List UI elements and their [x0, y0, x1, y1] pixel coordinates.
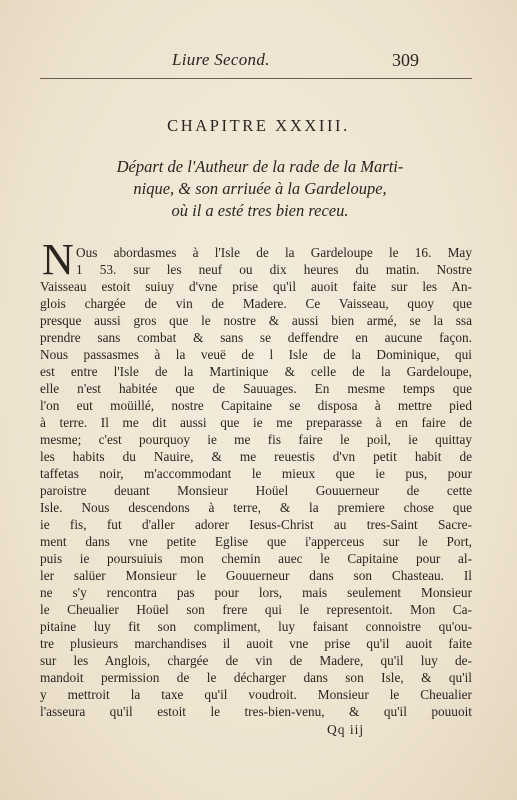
text-line: Nous passasmes à la veuë de l Isle de la Dominique, qui: [40, 347, 472, 362]
text-line: ment dans vne petite Eglise que i'apperceus sur le Port,: [40, 534, 472, 549]
text-line: prendre sans combat & sans se deffendre en aucune façon.: [40, 330, 472, 345]
text-line: mesme; c'est pourquoy ie me fis faire le poil, ie quittay: [40, 432, 472, 447]
text-line: y mettroit la taxe qu'il voudroit. Monsieur le Cheualier: [40, 687, 472, 702]
text-line: ie fis, fut d'aller adorer Iesus-Christ au tres-Saint Sacre-: [40, 517, 472, 532]
text-line: l'asseura qu'il estoit le tres-bien-venu, & qu'il pouuoit: [40, 704, 472, 719]
text-line: l'on eut moüillé, nostre Capitaine se disposa à mettre pied: [40, 398, 472, 413]
text-line: Vaisseau estoit suiuy d'vne prise qu'il auoit faite sur les An-: [40, 279, 472, 294]
text-line: 1 53. sur les neuf ou dix heures du matin. Nostre: [76, 262, 472, 277]
text-line: tre plusieurs marchandises il auoit vne prise qu'il auoit faite: [40, 636, 472, 651]
text-line: Ous abordasmes à l'Isle de la Gardeloupe le 16. May: [76, 245, 472, 260]
page-number: 309: [392, 50, 419, 70]
header-rule: [40, 78, 472, 79]
text-line: sur les Anglois, chargée de vin de Madere, qu'il luy de-: [40, 653, 472, 668]
subtitle-line: Départ de l'Autheur de la rade de la Marti-: [116, 157, 404, 176]
chapter-heading: CHAPITRE XXXIII.: [167, 116, 350, 135]
text-line: Isle. Nous descendons à terre, & la premiere chose que: [40, 500, 472, 515]
text-line: à terre. Il me dit aussi que ie me preparasse à en faire de: [40, 415, 472, 430]
text-line: les habits du Nauire, & me reuestis d'vn petit habit de: [40, 449, 472, 464]
subtitle-line: où il a esté tres bien receu.: [171, 201, 349, 220]
text-line: ler salüer Monsieur le Gouuerneur dans son Chasteau. Il: [40, 568, 472, 583]
text-line: taffetas noir, m'accommodant le mieux que ie pus, pour: [40, 466, 472, 481]
text-line: est entre l'Isle de la Martinique & celle de la Gardeloupe,: [40, 364, 472, 379]
text-line: presque aussi gros que le nostre & aussi bien armé, se la ssa: [40, 313, 472, 328]
text-line: puis ie poursuiuis mon chemin auec le Capitaine pour al-: [40, 551, 472, 566]
running-title: Liure Second.: [172, 50, 270, 69]
text-line: ne s'y rencontra pas pour lors, mais seulement Monsieur: [40, 585, 472, 600]
drop-cap: N: [42, 235, 74, 284]
body-text: [40, 244, 472, 720]
running-head: [0, 50, 517, 72]
signature-mark: Qq iij: [327, 722, 365, 737]
text-line: mandoit permission de le décharger dans son Isle, & qu'il: [40, 670, 472, 685]
text-line: paroistre deuant Monsieur Hoüel Gouuerneur de cette: [40, 483, 472, 498]
text-line: le Cheualier Hoüel son frere qui le representoit. Mon Ca-: [40, 602, 472, 617]
text-line: elle n'est habitée que de Sauuages. En mesme temps que: [40, 381, 472, 396]
chapter-subtitle: [60, 156, 460, 222]
text-line: pitaine luy fit son compliment, luy faisant connoistre qu'ou-: [40, 619, 472, 634]
subtitle-line: nique, & son arriuée à la Gardeloupe,: [133, 179, 387, 198]
text-line: glois chargée de vin de Madere. Ce Vaisseau, quoy que: [40, 296, 472, 311]
